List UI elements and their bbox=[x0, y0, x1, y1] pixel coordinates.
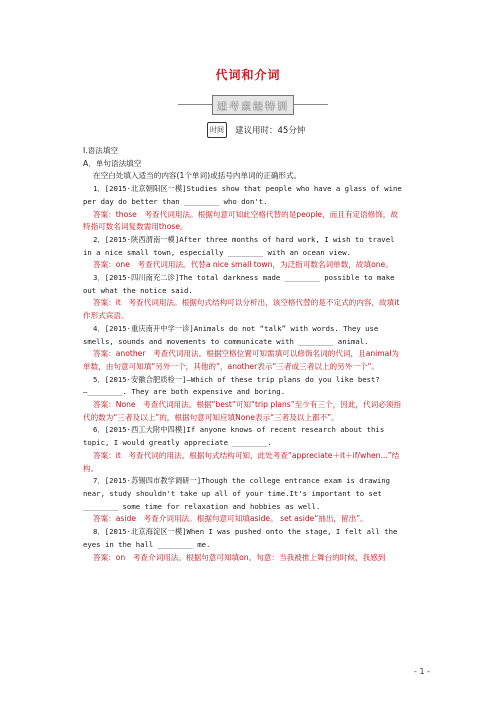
banner-left-rule bbox=[178, 104, 212, 105]
document-body bbox=[83, 145, 405, 564]
question-5: 5．[2015·安徽合肥质检一]—Which of these trip plans do you like best? —________. They are both expensive and boring. bbox=[83, 374, 380, 397]
question-6: 6．[2015·西工大附中四模]If anyone knows of recent research about this topic, I would greatly appreciate ________. bbox=[83, 425, 385, 448]
instruction: 在空白处填入适当的内容(1个单词)或括号内单词的正确形式。 bbox=[93, 171, 302, 181]
section-heading: Ⅰ.语法填空 bbox=[83, 146, 119, 155]
section-banner: 适考素能特训 bbox=[212, 95, 294, 115]
answer-6: 答案：it 考查代词的用法。根据句式结构可知，此处考查“appreciate＋it＋if/when...”结构。 bbox=[83, 450, 400, 473]
banner-right-rule bbox=[294, 104, 328, 105]
answer-4: 答案：another 考查代词用法。根据空格位置可知需填可以修饰名词的代词，且animal为单数，由句意可知填“另外一个，其他的”，another表示“三者或三者以上的另外一个”。 bbox=[83, 349, 400, 371]
question-8: 8．[2015·北京海淀区一模]When I was pushed onto the stage, I felt all the eyes in the hall ________ me. bbox=[83, 527, 398, 549]
answer-3: 答案：it 考查代词用法。根据句式结构可以分析出，该空格代替的是不定式的内容，故填it作形式宾语。 bbox=[83, 298, 400, 321]
answer-7: 答案：aside 考查介词用法。根据句意可知填aside。 set aside“抽出，留出”。 bbox=[93, 514, 368, 524]
page-title: 代词和介词 bbox=[215, 68, 281, 82]
question-7: 7．[2015·苏锡四市教学调研一]Though the college entrance exam is drawing near, study shouldn't take up all of your time.It's important to set ________ some time for relaxation and hobbies as well. bbox=[83, 476, 391, 511]
subsection-heading: A．单句语法填空 bbox=[83, 158, 142, 168]
answer-8: 答案：on 考查介词用法。根据句意可知填on。句意：当我被推上舞台的时候，我感到 bbox=[93, 552, 386, 562]
answer-5: 答案：None 考查代词用法。根据“best”可知“trip plans”至少有三个，因此，代词必须指代的数为“三者及以上”的，根据句意可知应填None表示“三者及以上都不”。 bbox=[83, 400, 401, 422]
answer-1: 答案：those 考查代词用法。根据句意可知此空格代替的是people，而且有定语修饰，故特指可数名词复数需用those。 bbox=[83, 209, 398, 232]
time-note: 建议用时：45分钟 bbox=[235, 126, 306, 136]
question-4: 4．[2015·重庆南开中学一诊]Animals do not “talk” with words. They use smells, sounds and movements to communicate with ________ animal. bbox=[83, 323, 379, 346]
answer-2: 答案：one 考查代词用法。代替a nice small town，为泛指可数名词单数，故填one。 bbox=[93, 260, 393, 270]
question-3: 3．[2015·四川南充二诊]The total darkness made ________ possible to make out what the notice said. bbox=[83, 273, 395, 295]
question-1: 1．[2015·北京朝阳区一模]Studies show that people who have a glass of wine per day do better than ________ who don't. bbox=[83, 184, 402, 206]
page-number: - 1 - bbox=[414, 667, 430, 676]
clock-icon: 时间 bbox=[207, 122, 227, 138]
question-2: 2．[2015·陕西渭南一模]After three months of hard work, I wish to travel in a nice small town, especially ________ with an ocean view. bbox=[83, 234, 395, 257]
